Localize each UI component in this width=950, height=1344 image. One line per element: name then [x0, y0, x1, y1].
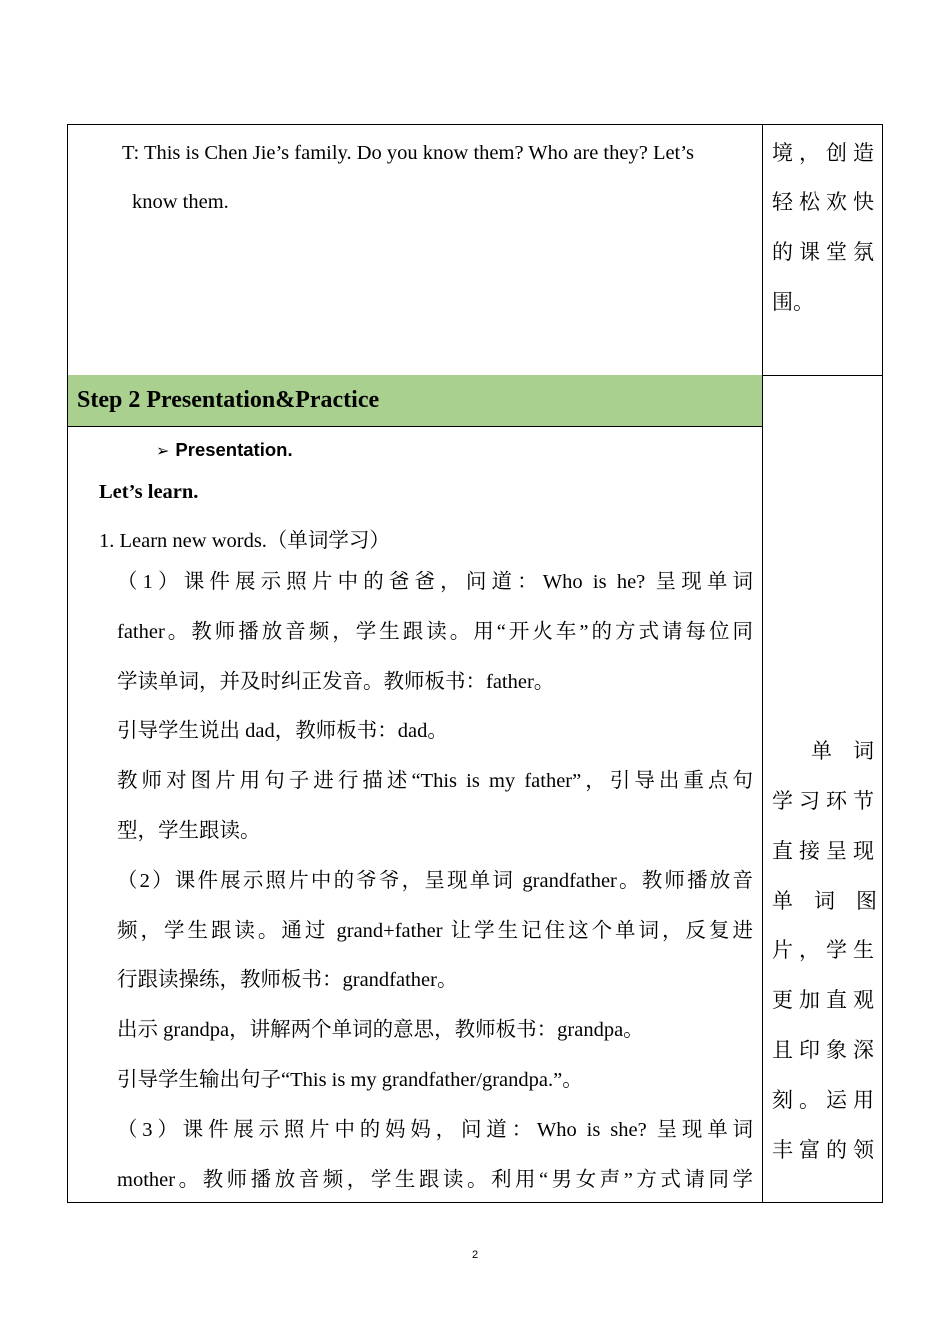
column-divider	[762, 125, 763, 1202]
body-line: 行跟读操练，教师板书：grandfather。	[117, 969, 458, 991]
side-note-line: 片，学生	[772, 938, 874, 962]
lesson-plan-table	[67, 124, 883, 1203]
presentation-label: Presentation.	[175, 439, 293, 460]
side-note-line: 围。	[772, 290, 814, 314]
intro-line-2: know them.	[132, 191, 229, 213]
body-line: mother。教师播放音频，学生跟读。利用“男女声”方式请同学	[117, 1169, 753, 1191]
body-line: father。教师播放音频，学生跟读。用“开火车”的方式请每位同	[117, 621, 753, 643]
body-line: 出示 grandpa，讲解两个单词的意思，教师板书：grandpa。	[117, 1019, 644, 1041]
side-note-line: 学习环节	[772, 789, 874, 813]
page-number: 2	[471, 1249, 479, 1261]
step2-heading-cell	[68, 375, 762, 426]
body-line: （2）课件展示照片中的爷爷，呈现单词 grandfather。教师播放音	[117, 870, 753, 892]
body-line: 学读单词，并及时纠正发音。教师板书：father。	[117, 671, 555, 693]
step2-heading: Step 2 Presentation&Practice	[77, 387, 380, 413]
side-note-line: 单 词	[811, 739, 874, 763]
side-note-line: 单 词 图	[772, 889, 877, 913]
body-line: 教师对图片用句子进行描述“This is my father”，引导出重点句	[117, 770, 753, 792]
side-note-line: 的课堂氛	[772, 240, 874, 264]
body-line: （1）课件展示照片中的爸爸，问道：Who is he? 呈现单词	[117, 571, 753, 593]
body-line: （3）课件展示照片中的妈妈，问道：Who is she? 呈现单词	[117, 1119, 753, 1141]
side-note-line: 直接呈现	[772, 839, 874, 863]
side-note-line: 更加直观	[772, 988, 874, 1012]
body-line: 频，学生跟读。通过 grand+father 让学生记住这个单词，反复进	[117, 920, 753, 942]
side-note-line: 境，创造	[772, 141, 874, 165]
side-note-line: 且印象深	[772, 1038, 874, 1062]
body-line: 型，学生跟读。	[117, 820, 261, 842]
presentation-bullet	[156, 437, 293, 464]
body-line: 引导学生说出 dad，教师板书：dad。	[117, 720, 448, 742]
body-line: 引导学生输出句子“This is my grandfather/grandpa.”。	[117, 1069, 583, 1091]
lets-learn-label: Let’s learn.	[99, 481, 199, 503]
intro-line-1: T: This is Chen Jie’s family. Do you know them? Who are they? Let’s	[122, 142, 694, 164]
side-note-line: 刻。运用	[772, 1088, 874, 1112]
side-note-line: 丰富的领	[772, 1138, 874, 1162]
side-note-line: 轻松欢快	[772, 190, 874, 214]
body-line: 1. Learn new words.（单词学习）	[99, 530, 390, 552]
heading-divider	[68, 426, 762, 427]
arrow-bullet-icon: ➢	[156, 441, 170, 460]
